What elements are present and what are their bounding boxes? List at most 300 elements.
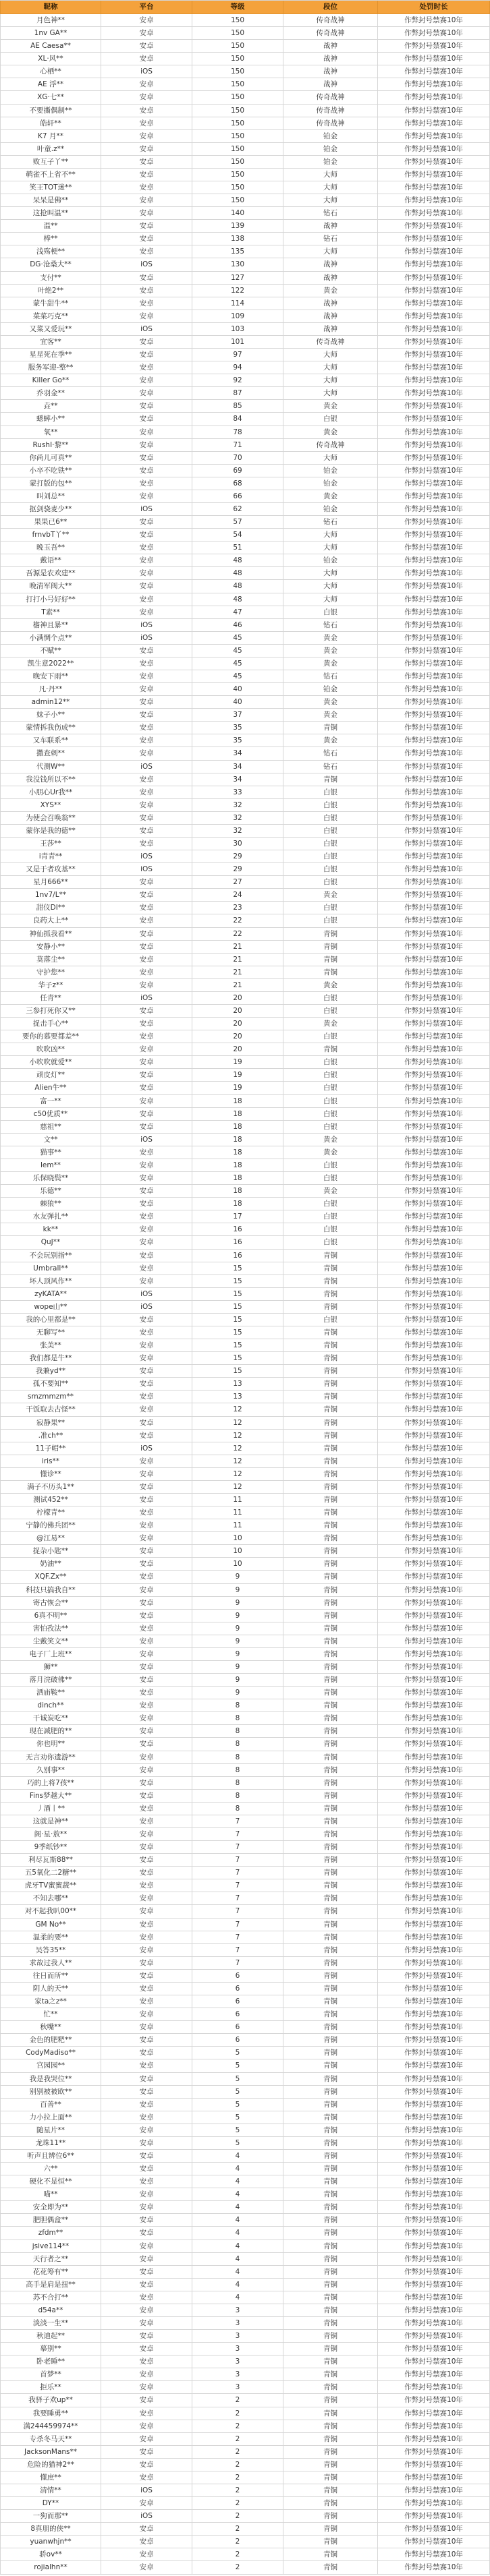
table-row	[0, 863, 490, 876]
table-row	[0, 1970, 490, 1983]
cell-platform: iOS	[101, 1288, 192, 1301]
cell-rank: 青铜	[283, 1455, 378, 1468]
table-row	[0, 14, 490, 27]
cell-rank: 青铜	[283, 2394, 378, 2407]
cell-platform: 安卓	[101, 1043, 192, 1056]
table-row	[0, 1185, 490, 1198]
cell-rank: 青铜	[283, 1250, 378, 1262]
cell-level: 150	[192, 14, 283, 27]
cell-rank: 战神	[283, 53, 378, 65]
cell-nickname: 氧**	[0, 426, 101, 439]
table-row	[0, 1326, 490, 1339]
cell-platform: 安卓	[101, 374, 192, 387]
cell-rank: 白银	[283, 992, 378, 1005]
cell-rank: 青铜	[283, 2330, 378, 2343]
cell-penalty: 作弊封号禁赛10年	[378, 1352, 490, 1365]
cell-rank: 青铜	[283, 1854, 378, 1867]
cell-level: 47	[192, 606, 283, 619]
cell-platform: 安卓	[101, 1957, 192, 1970]
cell-level: 33	[192, 786, 283, 799]
cell-rank: 青铜	[283, 966, 378, 979]
cell-rank: 青铜	[283, 1879, 378, 1892]
cell-platform: 安卓	[101, 876, 192, 889]
cell-rank: 青铜	[283, 928, 378, 941]
cell-platform: 安卓	[101, 1597, 192, 1610]
cell-level: 9	[192, 1571, 283, 1583]
cell-platform: 安卓	[101, 1314, 192, 1326]
cell-level: 32	[192, 825, 283, 838]
cell-level: 150	[192, 169, 283, 181]
cell-rank: 黄金	[283, 1134, 378, 1146]
cell-penalty: 作弊封号禁赛10年	[378, 1236, 490, 1249]
cell-nickname: XQF.Zx**	[0, 1571, 101, 1583]
table-row	[0, 541, 490, 554]
cell-rank: 大师	[283, 374, 378, 387]
cell-nickname: 吴答35**	[0, 1944, 101, 1957]
cell-penalty: 作弊封号禁赛10年	[378, 1687, 490, 1699]
cell-rank: 黄金	[283, 1146, 378, 1159]
cell-platform: 安卓	[101, 2548, 192, 2561]
cell-penalty: 作弊封号禁赛10年	[378, 786, 490, 799]
table-row	[0, 1056, 490, 1069]
cell-penalty: 作弊封号禁赛10年	[378, 2484, 490, 2497]
table-row	[0, 2407, 490, 2420]
cell-nickname: 檐神且暴**	[0, 619, 101, 632]
table-row	[0, 825, 490, 838]
cell-nickname: 骄ov**	[0, 2548, 101, 2561]
cell-penalty: 作弊封号禁赛10年	[378, 914, 490, 927]
cell-platform: 安卓	[101, 1095, 192, 1108]
cell-penalty: 作弊封号禁赛10年	[378, 1635, 490, 1648]
cell-platform: 安卓	[101, 734, 192, 747]
cell-rank: 青铜	[283, 1352, 378, 1365]
table-row	[0, 1288, 490, 1301]
cell-level: 7	[192, 1841, 283, 1854]
cell-penalty: 作弊封号禁赛10年	[378, 850, 490, 863]
cell-rank: 青铜	[283, 2163, 378, 2175]
table-row	[0, 169, 490, 181]
table-row	[0, 336, 490, 349]
table-row	[0, 2317, 490, 2330]
cell-rank: 青铜	[283, 2407, 378, 2420]
cell-nickname: 你尚儿可真**	[0, 452, 101, 465]
table-row	[0, 1250, 490, 1262]
cell-penalty: 作弊封号禁赛10年	[378, 928, 490, 941]
cell-penalty: 作弊封号禁赛10年	[378, 567, 490, 580]
cell-penalty: 作弊封号禁赛10年	[378, 1442, 490, 1455]
table-row	[0, 747, 490, 760]
cell-rank: 青铜	[283, 1597, 378, 1610]
table-row	[0, 1725, 490, 1738]
cell-rank: 青铜	[283, 2523, 378, 2536]
cell-rank: 青铜	[283, 1610, 378, 1622]
cell-penalty: 作弊封号禁赛10年	[378, 2368, 490, 2381]
cell-rank: 青铜	[283, 2021, 378, 2034]
cell-nickname: i青青**	[0, 850, 101, 863]
cell-nickname: 败互子丫**	[0, 156, 101, 169]
cell-nickname: 戴语**	[0, 554, 101, 567]
cell-level: 20	[192, 1030, 283, 1043]
cell-nickname: 丿酒丨**	[0, 1803, 101, 1815]
cell-penalty: 作弊封号禁赛10年	[378, 992, 490, 1005]
cell-penalty: 作弊封号禁赛10年	[378, 426, 490, 439]
cell-nickname: 秋迪起**	[0, 2330, 101, 2343]
cell-nickname: 蒙打版的包**	[0, 477, 101, 490]
cell-penalty: 作弊封号禁赛10年	[378, 1391, 490, 1403]
cell-rank: 青铜	[283, 1674, 378, 1687]
table-row	[0, 27, 490, 40]
cell-level: 18	[192, 1121, 283, 1134]
cell-nickname: 拒乐**	[0, 2381, 101, 2394]
cell-penalty: 作弊封号禁赛10年	[378, 233, 490, 245]
table-row	[0, 2008, 490, 2021]
cell-level: 19	[192, 1069, 283, 1082]
cell-nickname: 良药大上**	[0, 914, 101, 927]
cell-level: 5	[192, 2111, 283, 2124]
table-row	[0, 657, 490, 670]
table-row	[0, 1121, 490, 1134]
cell-level: 18	[192, 1146, 283, 1159]
cell-nickname: c50优质**	[0, 1108, 101, 1121]
cell-nickname: 小朋心Ur我**	[0, 786, 101, 799]
cell-platform: 安卓	[101, 889, 192, 902]
cell-level: 3	[192, 2343, 283, 2355]
cell-platform: iOS	[101, 65, 192, 78]
cell-penalty: 作弊封号禁赛10年	[378, 2163, 490, 2175]
cell-nickname: 小卒不吃铁**	[0, 465, 101, 477]
cell-level: 12	[192, 1417, 283, 1430]
cell-nickname: 凡·丹**	[0, 683, 101, 696]
cell-nickname: dinch**	[0, 1699, 101, 1712]
cell-level: 150	[192, 65, 283, 78]
table-row	[0, 78, 490, 91]
cell-penalty: 作弊封号禁赛10年	[378, 1378, 490, 1391]
table-row	[0, 619, 490, 632]
cell-level: 66	[192, 490, 283, 503]
cell-nickname: 1nv7/L**	[0, 889, 101, 902]
cell-nickname: 危险的猫神2**	[0, 2459, 101, 2471]
cell-level: 9	[192, 1674, 283, 1687]
cell-penalty: 作弊封号禁赛10年	[378, 1455, 490, 1468]
cell-nickname: 摹别**	[0, 2343, 101, 2355]
cell-penalty: 作弊封号禁赛10年	[378, 2510, 490, 2523]
cell-penalty: 作弊封号禁赛10年	[378, 1777, 490, 1790]
cell-nickname: 不赋**	[0, 645, 101, 657]
table-row	[0, 2330, 490, 2343]
cell-level: 150	[192, 130, 283, 143]
table-row	[0, 1648, 490, 1661]
cell-penalty: 作弊封号禁赛10年	[378, 1751, 490, 1764]
cell-platform: iOS	[101, 258, 192, 271]
table-row	[0, 1301, 490, 1314]
cell-level: 130	[192, 258, 283, 271]
cell-nickname: 水友弹扎**	[0, 1210, 101, 1223]
cell-nickname: 蟋蟀小**	[0, 413, 101, 426]
cell-platform: 安卓	[101, 580, 192, 593]
cell-level: 8	[192, 1725, 283, 1738]
cell-rank: 青铜	[283, 2111, 378, 2124]
cell-nickname: iris**	[0, 1455, 101, 1468]
cell-penalty: 作弊封号禁赛10年	[378, 1159, 490, 1172]
cell-rank: 钻石	[283, 670, 378, 683]
cell-penalty: 作弊封号禁赛10年	[378, 1995, 490, 2008]
cell-nickname: 打打小号好好**	[0, 593, 101, 606]
cell-rank: 铂金	[283, 130, 378, 143]
table-row	[0, 954, 490, 966]
cell-penalty: 作弊封号禁赛10年	[378, 1944, 490, 1957]
cell-level: 85	[192, 400, 283, 413]
cell-nickname: 你也明**	[0, 1738, 101, 1751]
cell-level: 150	[192, 117, 283, 130]
table-row	[0, 2201, 490, 2214]
cell-penalty: 作弊封号禁赛10年	[378, 2407, 490, 2420]
cell-level: 150	[192, 91, 283, 104]
cell-level: 4	[192, 2188, 283, 2201]
cell-penalty: 作弊封号禁赛10年	[378, 2099, 490, 2111]
cell-platform: 安卓	[101, 1764, 192, 1777]
cell-level: 68	[192, 477, 283, 490]
cell-rank: 白银	[283, 1108, 378, 1121]
table-row	[0, 1159, 490, 1172]
cell-nickname: DY**	[0, 2497, 101, 2510]
table-row	[0, 979, 490, 992]
cell-level: 10	[192, 1545, 283, 1558]
cell-platform: 安卓	[101, 285, 192, 297]
cell-rank: 青铜	[283, 2266, 378, 2279]
table-row	[0, 1661, 490, 1674]
cell-rank: 青铜	[283, 2536, 378, 2548]
cell-level: 71	[192, 439, 283, 452]
table-row	[0, 580, 490, 593]
cell-nickname: 落月浣破佛**	[0, 1674, 101, 1687]
cell-nickname: 巧的上将7孩**	[0, 1777, 101, 1790]
cell-platform: 安卓	[101, 1391, 192, 1403]
cell-nickname: 宫园园**	[0, 2059, 101, 2072]
cell-platform: 安卓	[101, 2433, 192, 2446]
cell-rank: 青铜	[283, 2099, 378, 2111]
cell-rank: 白银	[283, 1005, 378, 1018]
table-row	[0, 2394, 490, 2407]
cell-rank: 大师	[283, 194, 378, 207]
cell-level: 4	[192, 2175, 283, 2188]
cell-nickname: 家ta之z**	[0, 1995, 101, 2008]
cell-rank: 青铜	[283, 2484, 378, 2497]
cell-platform: 安卓	[101, 2111, 192, 2124]
cell-nickname: 菜菜巧克**	[0, 310, 101, 323]
cell-platform: 安卓	[101, 1210, 192, 1223]
cell-platform: 安卓	[101, 1403, 192, 1416]
cell-nickname: 8真朋的侠**	[0, 2523, 101, 2536]
cell-level: 8	[192, 1777, 283, 1790]
cell-platform: 安卓	[101, 1326, 192, 1339]
table-row	[0, 1635, 490, 1648]
table-row	[0, 2086, 490, 2099]
cell-nickname: 满244459974**	[0, 2420, 101, 2433]
cell-level: 150	[192, 27, 283, 40]
cell-level: 20	[192, 1043, 283, 1056]
cell-nickname: 又车联系**	[0, 734, 101, 747]
cell-rank: 青铜	[283, 2086, 378, 2099]
cell-penalty: 作弊封号禁赛10年	[378, 1867, 490, 1879]
cell-rank: 钻石	[283, 619, 378, 632]
cell-nickname: 这就是神**	[0, 1815, 101, 1828]
cell-platform: 安卓	[101, 2536, 192, 2548]
cell-nickname: CodyMadiso**	[0, 2047, 101, 2059]
cell-platform: 安卓	[101, 2355, 192, 2368]
cell-rank: 青铜	[283, 2548, 378, 2561]
table-row	[0, 2124, 490, 2137]
cell-level: 10	[192, 1532, 283, 1545]
table-row	[0, 1494, 490, 1506]
table-row	[0, 2484, 490, 2497]
cell-platform: 安卓	[101, 349, 192, 361]
cell-level: 9	[192, 1687, 283, 1699]
cell-nickname: 叫刘总**	[0, 490, 101, 503]
cell-platform: 安卓	[101, 2240, 192, 2253]
table-row	[0, 1430, 490, 1442]
cell-nickname: 甜仪DI**	[0, 902, 101, 914]
cell-level: 5	[192, 2059, 283, 2072]
cell-penalty: 作弊封号禁赛10年	[378, 2279, 490, 2291]
table-row	[0, 258, 490, 271]
cell-penalty: 作弊封号禁赛10年	[378, 130, 490, 143]
cell-level: 97	[192, 349, 283, 361]
cell-nickname: kk**	[0, 1223, 101, 1236]
table-row	[0, 40, 490, 53]
table-row	[0, 2137, 490, 2150]
table-row	[0, 1738, 490, 1751]
cell-platform: 安卓	[101, 2394, 192, 2407]
cell-level: 15	[192, 1262, 283, 1275]
cell-penalty: 作弊封号禁赛10年	[378, 1597, 490, 1610]
cell-platform: 安卓	[101, 361, 192, 374]
cell-nickname: 科技只搞我自**	[0, 1584, 101, 1597]
cell-penalty: 作弊封号禁赛10年	[378, 876, 490, 889]
cell-rank: 青铜	[283, 1468, 378, 1481]
cell-nickname: jsive114**	[0, 2240, 101, 2253]
table-row	[0, 786, 490, 799]
cell-platform: 安卓	[101, 1172, 192, 1185]
cell-penalty: 作弊封号禁赛10年	[378, 2330, 490, 2343]
cell-platform: 安卓	[101, 245, 192, 258]
table-row	[0, 181, 490, 194]
table-row	[0, 374, 490, 387]
cell-penalty: 作弊封号禁赛10年	[378, 349, 490, 361]
cell-nickname: wope山**	[0, 1301, 101, 1314]
cell-platform: 安卓	[101, 143, 192, 156]
cell-platform: 安卓	[101, 1803, 192, 1815]
cell-platform: 安卓	[101, 645, 192, 657]
cell-nickname: 月色神**	[0, 14, 101, 27]
table-row	[0, 683, 490, 696]
cell-penalty: 作弊封号禁赛10年	[378, 632, 490, 645]
cell-penalty: 作弊封号禁赛10年	[378, 1481, 490, 1494]
cell-penalty: 作弊封号禁赛10年	[378, 580, 490, 593]
cell-platform: 安卓	[101, 541, 192, 554]
cell-rank: 青铜	[283, 2253, 378, 2266]
cell-level: 19	[192, 1082, 283, 1094]
cell-rank: 白银	[283, 799, 378, 812]
cell-penalty: 作弊封号禁赛10年	[378, 336, 490, 349]
cell-platform: 安卓	[101, 1892, 192, 1905]
table-row	[0, 2510, 490, 2523]
table-row	[0, 2523, 490, 2536]
table-row	[0, 1841, 490, 1854]
cell-platform: 安卓	[101, 2047, 192, 2059]
cell-rank: 白银	[283, 1082, 378, 1094]
cell-nickname: 蒙情拆我伤成**	[0, 722, 101, 734]
cell-level: 8	[192, 1712, 283, 1725]
cell-rank: 白银	[283, 850, 378, 863]
cell-penalty: 作弊封号禁赛10年	[378, 2021, 490, 2034]
cell-level: 57	[192, 516, 283, 529]
cell-level: 150	[192, 105, 283, 117]
cell-rank: 黄金	[283, 285, 378, 297]
table-row	[0, 1584, 490, 1597]
cell-rank: 青铜	[283, 2459, 378, 2471]
cell-nickname: 1nv GA**	[0, 27, 101, 40]
cell-rank: 白银	[283, 1056, 378, 1069]
cell-level: 8	[192, 1790, 283, 1803]
cell-platform: 安卓	[101, 387, 192, 400]
cell-nickname: d54a**	[0, 2304, 101, 2317]
table-row	[0, 2175, 490, 2188]
table-row	[0, 1069, 490, 1082]
table-row	[0, 966, 490, 979]
table-row	[0, 1146, 490, 1159]
cell-penalty: 作弊封号禁赛10年	[378, 1494, 490, 1506]
table-row	[0, 361, 490, 374]
cell-rank: 黄金	[283, 979, 378, 992]
cell-level: 7	[192, 1815, 283, 1828]
cell-penalty: 作弊封号禁赛10年	[378, 1146, 490, 1159]
cell-platform: 安卓	[101, 297, 192, 310]
cell-nickname: admin12**	[0, 696, 101, 709]
cell-nickname: 天行者之**	[0, 2253, 101, 2266]
cell-level: 30	[192, 838, 283, 850]
cell-platform: 安卓	[101, 812, 192, 825]
cell-rank: 黄金	[283, 400, 378, 413]
cell-rank: 青铜	[283, 2214, 378, 2227]
cell-penalty: 作弊封号禁赛10年	[378, 245, 490, 258]
table-row	[0, 516, 490, 529]
cell-platform: 安卓	[101, 1635, 192, 1648]
table-row	[0, 2227, 490, 2240]
column-header-platform: 平台	[101, 1, 192, 14]
cell-platform: 安卓	[101, 1841, 192, 1854]
cell-nickname: 晚清军阀大**	[0, 580, 101, 593]
cell-nickname: 富一**	[0, 1095, 101, 1108]
cell-rank: 白银	[283, 914, 378, 927]
cell-level: 2	[192, 2433, 283, 2446]
cell-rank: 大师	[283, 567, 378, 580]
cell-rank: 青铜	[283, 1764, 378, 1777]
cell-nickname: 晚玉吾**	[0, 541, 101, 554]
cell-penalty: 作弊封号禁赛10年	[378, 1661, 490, 1674]
cell-penalty: 作弊封号禁赛10年	[378, 207, 490, 220]
cell-platform: 安卓	[101, 554, 192, 567]
cell-rank: 青铜	[283, 2137, 378, 2150]
cell-rank: 青铜	[283, 2433, 378, 2446]
cell-penalty: 作弊封号禁赛10年	[378, 657, 490, 670]
cell-rank: 战神	[283, 78, 378, 91]
cell-level: 15	[192, 1288, 283, 1301]
cell-platform: iOS	[101, 761, 192, 773]
cell-nickname: RushI·黎**	[0, 439, 101, 452]
cell-penalty: 作弊封号禁赛10年	[378, 606, 490, 619]
cell-platform: 安卓	[101, 1712, 192, 1725]
cell-nickname: 9季纸钞**	[0, 1841, 101, 1854]
